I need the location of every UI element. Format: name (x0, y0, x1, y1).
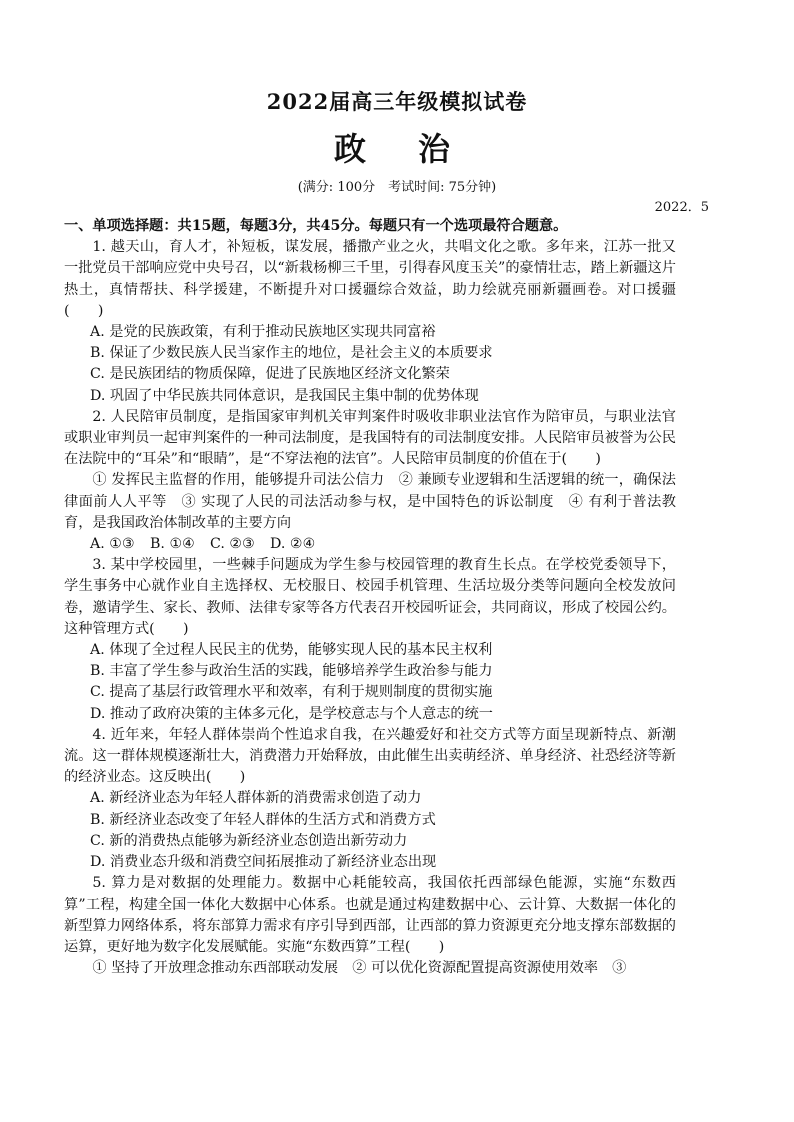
question-2-choice-b: B. ①④ (150, 536, 195, 553)
question-3-option-b: B. 丰富了学生参与政治生活的实践，能够培养学生政治参与能力 (90, 663, 493, 680)
question-4-option-b: B. 新经济业态改变了年轻人群体的生活方式和消费方式 (90, 811, 436, 828)
question-4-option-d: D. 消费业态升级和消费空间拓展推动了新经济业态出现 (90, 854, 437, 871)
question-1-option-a: A. 是党的民族政策，有利于推动民族地区实现共同富裕 (90, 324, 436, 341)
exam-info: (满分: 100分 考试时间: 75分钟) (297, 180, 497, 195)
question-4-option-a: A. 新经济业态为年轻人群体新的消费需求创造了动力 (90, 790, 422, 807)
question-2-choice-d: D. ②④ (270, 536, 316, 553)
question-5-stem: 5. 算力是对数据的处理能力。数据中心耗能较高，我国依托西部绿色能源，实施“东数西算”工程，构建全国一体化大数据中心体系。也就是通过构建数据中心、云计算、大数据一体化的新型算力网络体系，将东部算力需求有序引导到西部，让西部的算力资源更充分地支撑东部数据的运算，更好地为数字化发展赋能。实施“东数西算”工程( ) (64, 875, 676, 955)
question-2-choice-c: C. ②③ (210, 536, 255, 553)
question-content (64, 216, 676, 979)
question-1-option-d: D. 巩固了中华民族共同体意识，是我国民主集中制的优势体现 (90, 387, 479, 404)
question-5-statements: ① 坚持了开放理念推动东西部联动发展 ② 可以优化资源配置提高资源使用效率 ③ (92, 960, 627, 977)
question-1-option-b: B. 保证了少数民族人民当家作主的地位，是社会主义的本质要求 (90, 345, 493, 362)
question-2-choice-a: A. ①③ (90, 536, 135, 553)
subject-title: 政 治 (333, 130, 460, 168)
question-3-option-d: D. 推动了政府决策的主体多元化，是学校意志与个人意志的统一 (90, 705, 493, 722)
question-3-stem: 3. 某中学校园里，一些棘手问题成为学生参与校园管理的教育生长点。在学校党委领导下，学生事务中心就作业自主选择权、无校服日、校园手机管理、生活垃圾分类等问题向全校发放问卷，邀请学生、家长、教师、法律专家等各方代表召开校园听证会，共同商议，形成了校园公约。这种管理方式( ) (64, 557, 676, 637)
question-2-choices (64, 534, 676, 555)
question-3-option-c: C. 提高了基层行政管理水平和效率，有利于规则制度的贯彻实施 (90, 684, 493, 701)
question-3-option-a: A. 体现了全过程人民民主的优势，能够实现人民的基本民主权利 (90, 642, 493, 659)
exam-date: 2022．5 (654, 200, 709, 215)
question-1-stem: 1. 越天山，育人才，补短板，谋发展，播撒产业之火，共唱文化之歌。多年来，江苏一批又一批党员干部响应党中央号召，以“新栽杨柳三千里，引得春风度玉关”的豪情壮志，踏上新疆这片热土，真情帮扶、科学援建，不断提升对口援疆综合效益，助力绘就亮丽新疆画卷。对口援疆( ) (64, 239, 676, 319)
question-2-statements: ① 发挥民主监督的作用，能够提升司法公信力 ② 兼顾专业逻辑和生活逻辑的统一，确保法律面前人人平等 ③ 实现了人民的司法活动参与权，是中国特色的诉讼制度 ④ 有利于普法教育，是我国政治体制改革的主要方向 (64, 472, 676, 531)
question-4-option-c: C. 新的消费热点能够为新经济业态创造出新劳动力 (90, 832, 408, 849)
question-4-stem: 4. 近年来，年轻人群体崇尚个性追求自我，在兴趣爱好和社交方式等方面呈现新特点、新潮流。这一群体规模逐渐壮大，消费潜力开始释放，由此催生出卖萌经济、单身经济、社恐经济等新的经济业态。这反映出( ) (64, 726, 676, 786)
question-2-stem: 2. 人民陪审员制度，是指国家审判机关审判案件时吸收非职业法官作为陪审员，与职业法官或职业审判员一起审判案件的一种司法制度，是我国特有的司法制度安排。人民陪审员被誉为公民在法院中的“耳朵”和“眼睛”，是“不穿法袍的法官”。人民陪审员制度的价值在于( ) (64, 408, 676, 468)
section-heading: 一、单项选择题：共15题，每题3分，共45分。每题只有一个选项最符合题意。 (64, 218, 568, 234)
exam-title: 2022届高三年级模拟试卷 (266, 89, 528, 114)
question-1-option-c: C. 是民族团结的物质保障，促进了民族地区经济文化繁荣 (90, 366, 450, 383)
